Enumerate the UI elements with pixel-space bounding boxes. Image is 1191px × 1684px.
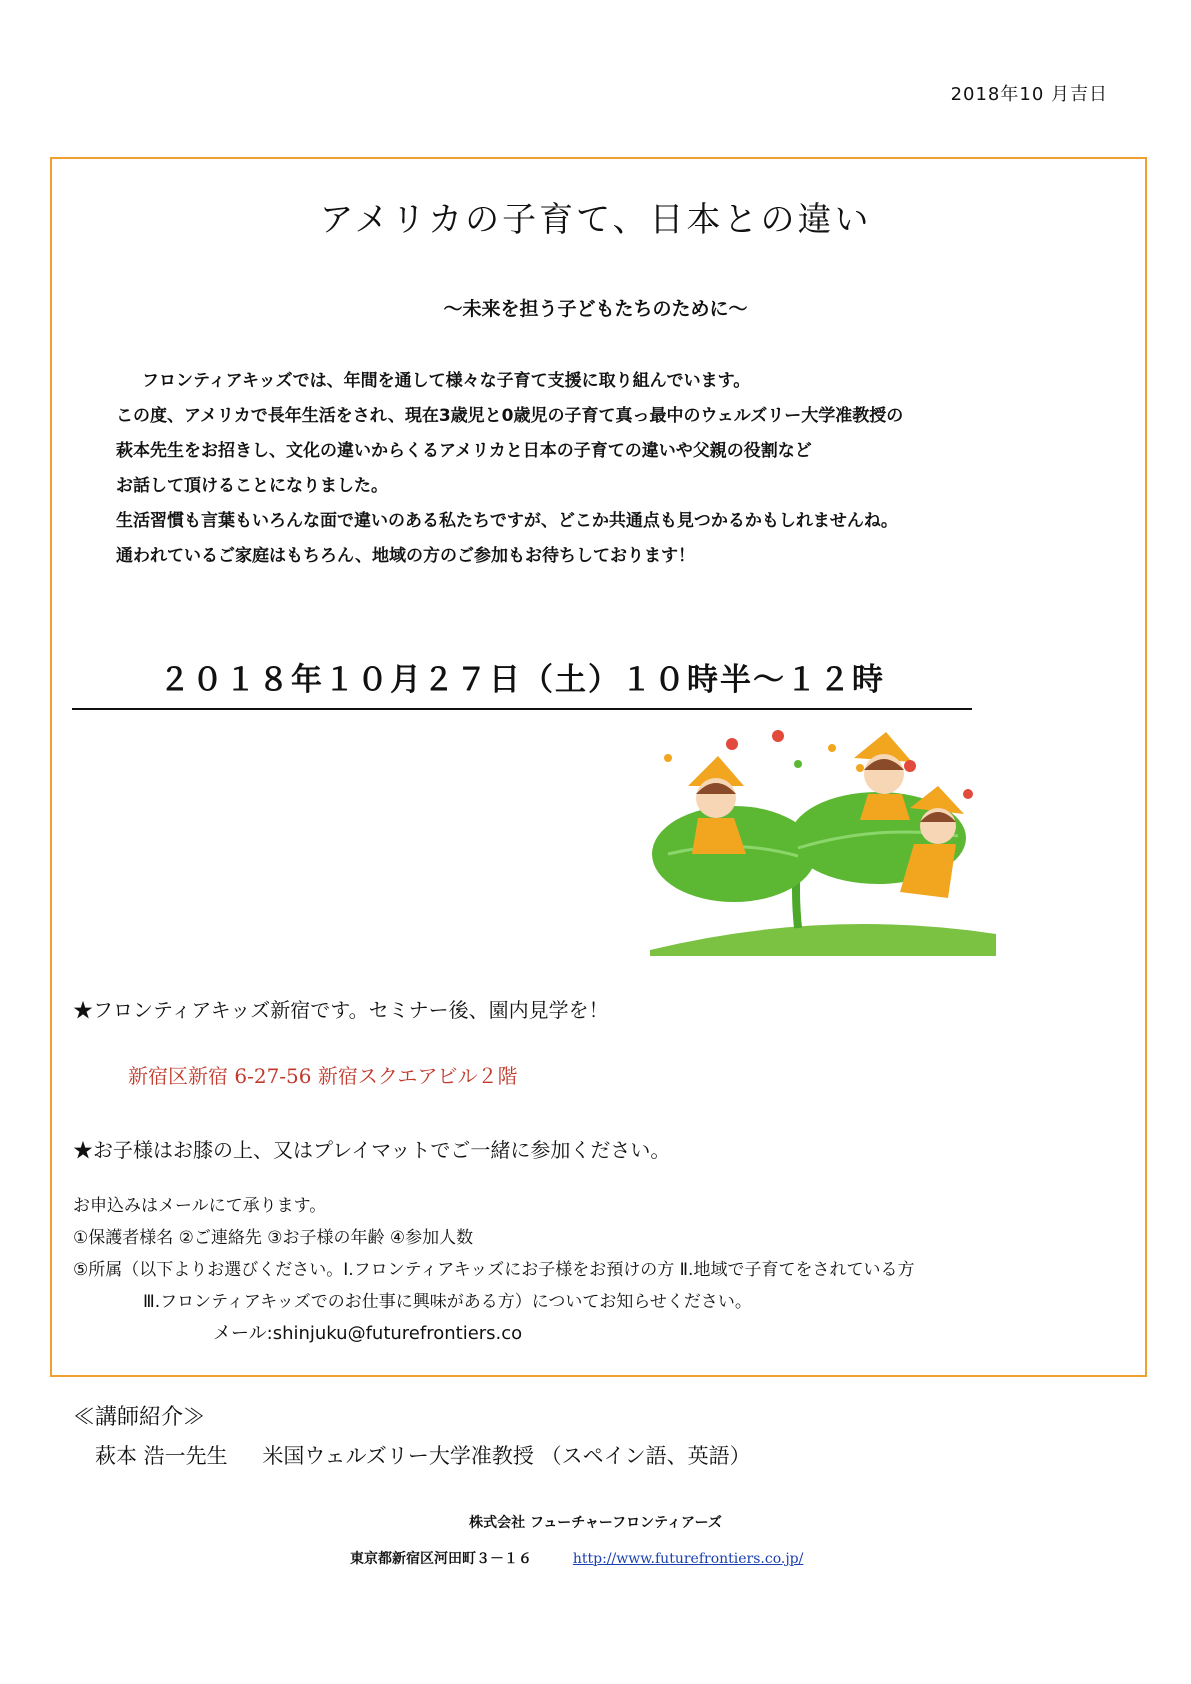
apply-affiliation: ⑤所属（以下よりお選びください。Ⅰ.フロンティアキッズにお子様をお預けの方 Ⅱ.地域で子育てをされている方	[73, 1260, 915, 1280]
apply-email: メール:shinjuku@futurefrontiers.co	[213, 1323, 523, 1344]
venue-address: 新宿区新宿 6-27-56 新宿スクエアビル２階	[128, 1064, 518, 1088]
intro-line: 萩本先生をお招きし、文化の違いからくるアメリカと日本の子育ての違いや父親の役割など	[116, 441, 812, 461]
lecturer-title: 米国ウェルズリー大学准教授 （スペイン語、英語）	[262, 1444, 751, 1468]
intro-line: 生活習慣も言葉もいろんな面で違いのある私たちですが、どこか共通点も見つかるかもしれませんね。	[116, 511, 898, 531]
intro-text	[116, 364, 903, 574]
page-subtitle: ～未来を担う子どもたちのために～	[443, 298, 748, 320]
issue-date: 2018年10 月吉日	[950, 84, 1108, 105]
lecturer-info	[95, 1440, 779, 1470]
company-website-link[interactable]: http://www.futurefrontiers.co.jp/	[572, 1551, 804, 1567]
intro-line: この度、アメリカで長年生活をされ、現在3歳児と0歳児の子育て真っ最中のウェルズリー大学准教授の	[116, 406, 904, 426]
company-address: 東京都新宿区河田町３－１６	[350, 1551, 532, 1567]
apply-affiliation-cont: Ⅲ.フロンティアキッズでのお仕事に興味がある方）についてお知らせください。	[143, 1292, 752, 1312]
event-datetime: ２０１８年１０月２７日（土）１０時半～１２時	[72, 658, 972, 710]
lecturer-heading: ≪講師紹介≫	[73, 1405, 206, 1430]
company-name: 株式会社 フューチャーフロンティアーズ	[469, 1515, 722, 1531]
footer-contact	[350, 1548, 803, 1568]
venue-line: ★フロンティアキッズ新宿です。セミナー後、園内見学を！	[73, 998, 609, 1022]
intro-line: フロンティアキッズでは、年間を通して様々な子育て支援に取り組んでいます。	[142, 371, 751, 391]
apply-intro: お申込みはメールにて承ります。	[73, 1196, 327, 1216]
children-note: ★お子様はお膝の上、又はプレイマットでご一緒に参加ください。	[73, 1138, 671, 1162]
application-info	[73, 1190, 914, 1350]
intro-line: お話して頂けることになりました。	[116, 476, 388, 496]
intro-line: 通われているご家庭はもちろん、地域の方のご参加もお待ちしております！	[116, 546, 696, 566]
lecturer-name: 萩本 浩一先生	[95, 1444, 228, 1468]
apply-items: ①保護者様名 ②ご連絡先 ③お子様の年齢 ④参加人数	[73, 1228, 474, 1248]
page-title: アメリカの子育て、日本との違い	[319, 200, 872, 240]
children-on-sprout-illustration	[648, 728, 998, 956]
